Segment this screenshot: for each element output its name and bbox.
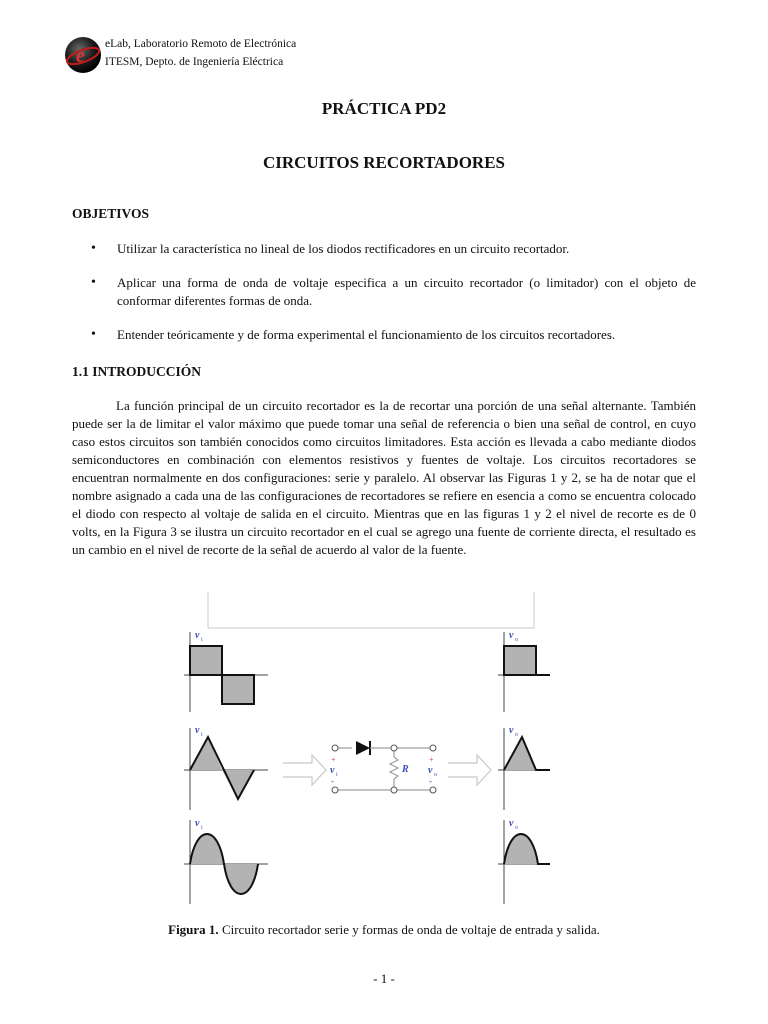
input-arrow-icon (283, 755, 326, 785)
vo-sub-label: o (434, 772, 437, 778)
intro-paragraph: La función principal de un circuito recortador es la de recortar una porción de una señal alternante. También puede ser la de limitar el valor máximo que puede tomar una señal de referencia o bien una señal de control, en cuyo caso estos circuitos son también conocidos como circuitos limitadores. Esta acción es llevada a cabo mediante diodos semiconductores en combinación con elementos resistivos y fuentes de voltaje. Los circuitos recortadores se encuentran normalmente en dos configuraciones: serie y paralelo. Al observar las Figuras 1 y 2, se ha de notar que el nombre asignado a cada una de las configuraciones de recortadores se refiere en esencia a como se encuentra colocado el diodo con respecto al voltaje de salida en el circuito. Mientras que en las figuras 1 y 2 el nivel de recorte es de 0 volts, en la Figura 3 se ilustra un circuito recortador en el cual se agrego una fuente de corriente directa, el resultado es un cambio en el nivel de recorte de la señal de acuerdo al valor de la fuente. (72, 398, 696, 557)
minus-sign: - (331, 776, 334, 786)
page-title: PRÁCTICA PD2 (321, 99, 447, 118)
terminal-icon (332, 787, 338, 793)
resistor-icon (390, 757, 398, 779)
vo-label: v (509, 725, 514, 736)
node-icon (391, 745, 397, 751)
figure-caption-label: Figura 1. (168, 922, 219, 937)
vi-sub-label: i (336, 772, 338, 778)
vi-label: v (195, 630, 200, 641)
input-sine-waveform (184, 818, 268, 904)
header-department-line: ITESM, Depto. de Ingeniería Eléctrica (105, 56, 284, 68)
list-item: • Entender teóricamente y de forma experimental el funcionamiento de los circuitos recortadores. (72, 326, 696, 344)
terminal-icon (332, 745, 338, 751)
vi-label: v (195, 725, 200, 736)
resistor-label: R (402, 764, 409, 775)
output-sine-waveform (498, 818, 550, 904)
objectives-list (72, 240, 696, 360)
objectives-heading: OBJETIVOS (72, 206, 150, 221)
plus-sign: + (429, 755, 434, 764)
plus-sign: + (331, 755, 336, 764)
minus-sign: - (429, 776, 432, 786)
output-arrow-icon (448, 755, 491, 785)
node-icon (391, 787, 397, 793)
terminal-icon (430, 745, 436, 751)
vo-sub-label: o (515, 732, 518, 738)
page-subtitle: CIRCUITOS RECORTADORES (262, 153, 506, 172)
figure-frame-line (208, 592, 534, 628)
elab-logo-icon (64, 36, 102, 74)
vo-label: v (509, 630, 514, 641)
vi-label: v (195, 818, 200, 829)
terminal-icon (430, 787, 436, 793)
vi-sub-label: i (201, 732, 203, 738)
vo-label: v (509, 818, 514, 829)
input-triangle-waveform (184, 725, 268, 810)
diode-icon (356, 741, 370, 755)
vi-sub-label: i (201, 637, 203, 643)
series-clipper-circuit (330, 741, 437, 793)
list-item: • Utilizar la característica no lineal de los diodos rectificadores en un circuito recortador. (72, 240, 696, 258)
output-square-waveform (498, 630, 550, 712)
figure-1 (180, 592, 550, 912)
figure-caption (0, 922, 768, 938)
output-triangle-waveform (498, 725, 550, 810)
figure-caption-text: Circuito recortador serie y formas de onda de voltaje de entrada y salida. (218, 922, 600, 937)
header-institution-line: eLab, Laboratorio Remoto de Electrónica (105, 38, 297, 50)
svg-text:e: e (76, 45, 85, 67)
document-header (64, 36, 464, 76)
vo-label: v (428, 765, 433, 776)
input-square-waveform (184, 630, 268, 712)
vi-sub-label: i (201, 825, 203, 831)
list-item: • Aplicar una forma de onda de voltaje especifica a un circuito recortador (o limitador) con el objeto de conformar diferentes formas de onda. (72, 274, 696, 310)
vi-label: v (330, 765, 335, 776)
clipper-figure-svg (180, 592, 550, 912)
vo-sub-label: o (515, 637, 518, 643)
page-number: - 1 - (373, 971, 395, 986)
vo-sub-label: o (515, 825, 518, 831)
intro-heading: 1.1 INTRODUCCIÓN (72, 364, 202, 379)
